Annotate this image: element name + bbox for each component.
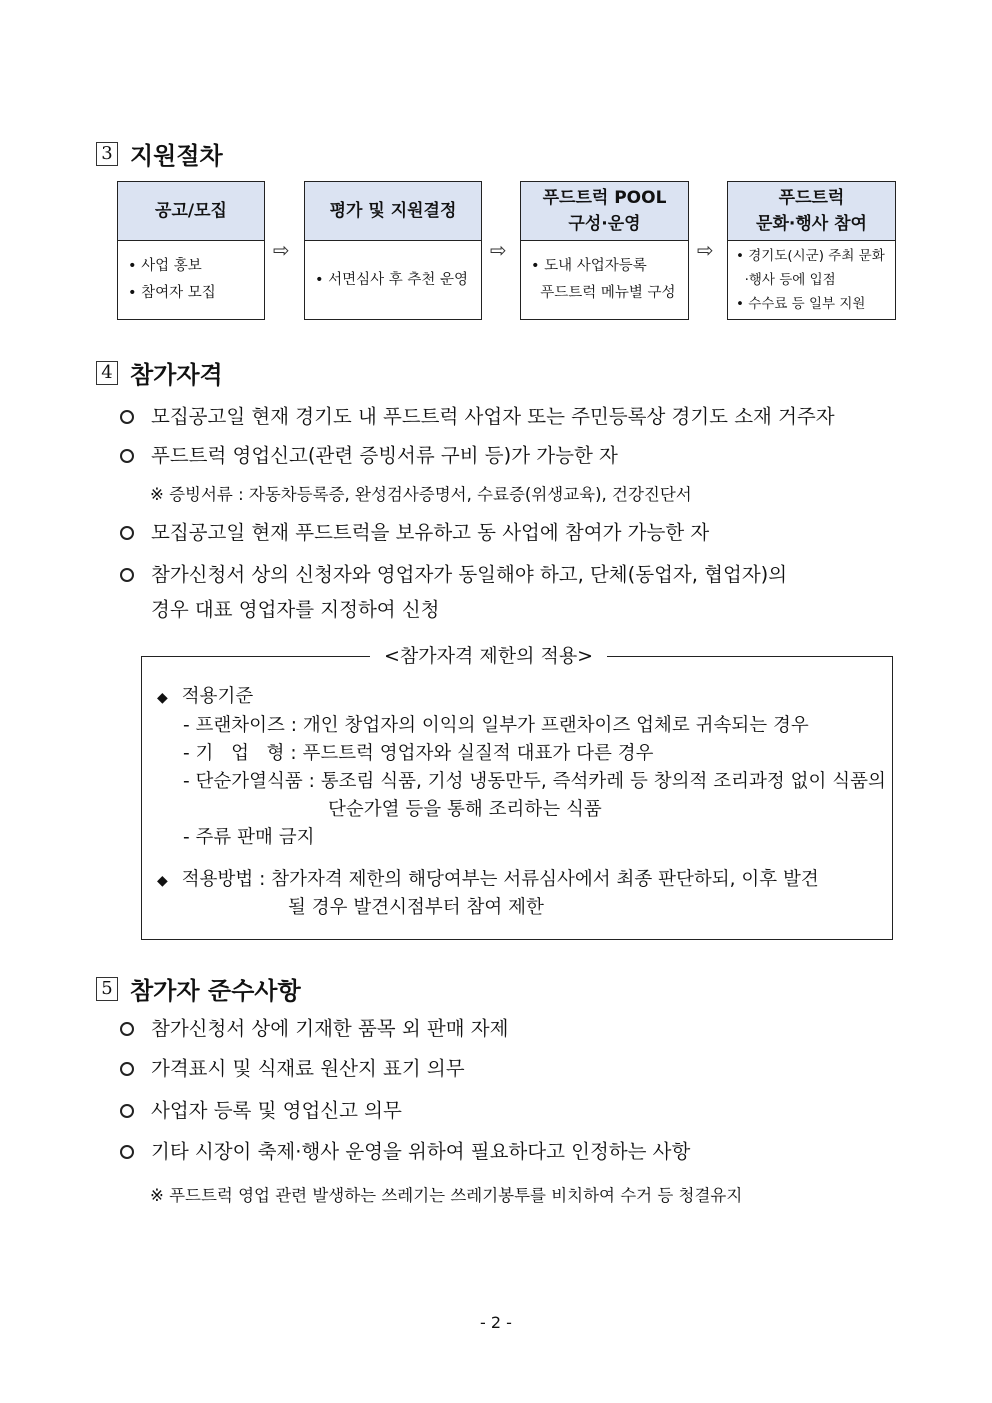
circle-bullet-icon [120, 526, 134, 540]
method-line: ◆ 적용방법 : 참가자격 제한의 해당여부는 서류심사에서 최종 판단하되, 이후 발견 [157, 869, 819, 890]
qualification-item-cont: 경우 대표 영업자를 지정하여 신청 [151, 598, 440, 621]
step-box-4 [727, 181, 896, 320]
circle-bullet-icon [120, 449, 134, 463]
qualification-item: 모집공고일 현재 경기도 내 푸드트럭 사업자 또는 주민등록상 경기도 소재 거주자 [120, 398, 835, 436]
circle-bullet-icon [120, 1104, 134, 1118]
criteria-simple-heat: - 단순가열식품 : 통조림 식품, 기성 냉동만두, 즉석카레 등 창의적 조리과정 없이 식품의 [183, 771, 886, 792]
criteria-alcohol: - 주류 판매 금지 [183, 827, 315, 848]
restriction-title: <참가자격 제한의 적용> [370, 643, 607, 669]
circle-bullet-icon [120, 1022, 134, 1036]
note: ※ 푸드트럭 영업 관련 발생하는 쓰레기는 쓰레기봉투를 비치하여 수거 등 청결유지 [150, 1186, 743, 1205]
step-item: • 도내 사업자등록 [531, 258, 647, 274]
section3-heading [96, 136, 223, 171]
compliance-item: 참가신청서 상에 기재한 품목 외 판매 자제 [120, 1010, 508, 1048]
note: ※ 증빙서류 : 자동차등록증, 완성검사증명서, 수료증(위생교육), 건강진단서 [150, 485, 692, 504]
qualification-item: 모집공고일 현재 푸드트럭을 보유하고 동 사업에 참여가 가능한 자 [120, 514, 709, 552]
step-head: 평가 및 지원결정 [305, 182, 481, 241]
section-number-box: 3 [96, 142, 118, 166]
step-box-1 [117, 181, 265, 320]
step-item: ·행사 등에 입점 [736, 272, 836, 288]
diamond-bullet-icon: ◆ [157, 873, 168, 889]
step-box-2 [304, 181, 482, 320]
step-head: 푸드트럭 POOL 구성·운영 [521, 182, 688, 241]
step-head: 푸드트럭 문화·행사 참여 [728, 182, 895, 241]
section5-heading [96, 971, 301, 1006]
section-number-box: 4 [96, 361, 118, 385]
step-item: • 사업 홍보 [128, 258, 202, 274]
compliance-item: 가격표시 및 식재료 원산지 표기 의무 [120, 1050, 465, 1088]
qualification-item: 참가신청서 상의 신청자와 영업자가 동일해야 하고, 단체(동업자, 협업자)의 [120, 556, 787, 594]
qualification-item: 푸드트럭 영업신고(관련 증빙서류 구비 등)가 가능한 자 [120, 437, 618, 475]
page-number: - 2 - [480, 1313, 512, 1332]
circle-bullet-icon [120, 1062, 134, 1076]
compliance-item: 사업자 등록 및 영업신고 의무 [120, 1092, 402, 1130]
method-line-cont: 될 경우 발견시점부터 참여 제한 [288, 897, 544, 918]
criteria-enterprise: - 기 업 형 : 푸드트럭 영업자와 실질적 대표가 다른 경우 [183, 743, 654, 764]
arrow-icon: ⇨ [490, 238, 507, 262]
section-title: 지원절차 [130, 142, 223, 170]
criteria-simple-heat-cont: 단순가열 등을 통해 조리하는 식품 [328, 799, 602, 820]
diamond-bullet-icon: ◆ [157, 690, 168, 706]
arrow-icon: ⇨ [273, 238, 290, 262]
step-item: • 경기도(시군) 주최 문화 [736, 248, 885, 264]
compliance-item: 기타 시장이 축제·행사 운영을 위하여 필요하다고 인정하는 사항 [120, 1133, 690, 1171]
circle-bullet-icon [120, 410, 134, 424]
step-item: • 수수료 등 일부 지원 [736, 296, 866, 312]
circle-bullet-icon [120, 568, 134, 582]
criteria-heading: ◆ 적용기준 [157, 686, 254, 707]
step-item: 푸드트럭 메뉴별 구성 [531, 285, 676, 301]
section-title: 참가자격 [130, 361, 223, 389]
section4-heading [96, 355, 223, 390]
criteria-franchise: - 프랜차이즈 : 개인 창업자의 이익의 일부가 프랜차이즈 업체로 귀속되는 경우 [183, 715, 809, 736]
section-title: 참가자 준수사항 [130, 977, 301, 1005]
step-box-3 [520, 181, 689, 320]
arrow-icon: ⇨ [697, 238, 714, 262]
circle-bullet-icon [120, 1145, 134, 1159]
section-number-box: 5 [96, 977, 118, 1001]
step-head: 공고/모집 [118, 182, 264, 241]
step-item: • 서면심사 후 추천 운영 [315, 271, 469, 288]
step-item: • 참여자 모집 [128, 285, 216, 301]
